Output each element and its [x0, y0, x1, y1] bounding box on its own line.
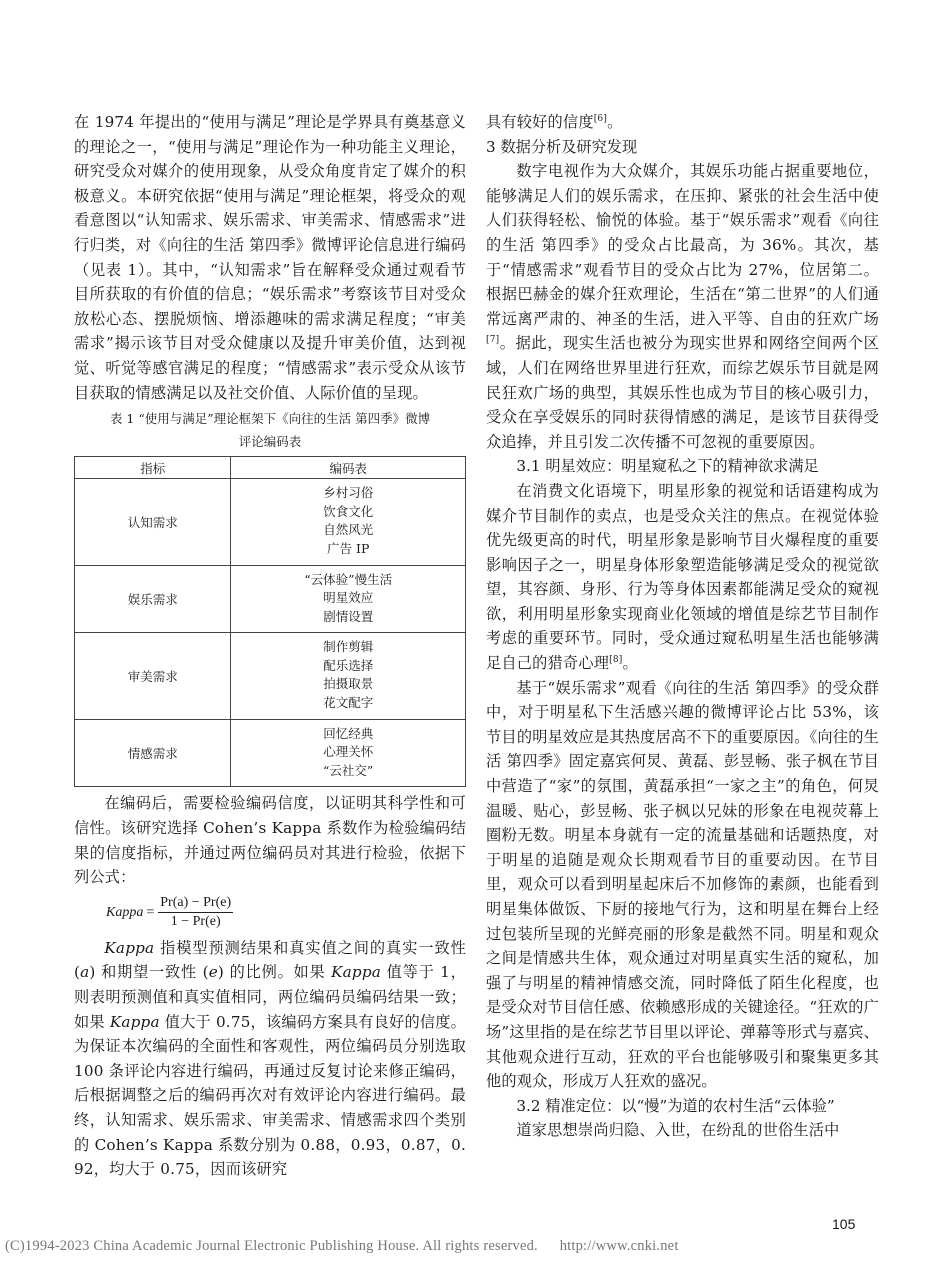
left-paragraph-2: 在编码后，需要检验编码信度，以证明其科学性和可信性。该研究选择 Cohen’s Kappa 系数作为检验编码结果的信度指标，并通过两位编码员对其进行检验，依据下列公式： — [74, 794, 466, 887]
code-item: 明星效应 — [323, 590, 374, 606]
left-paragraph-1: 在 1974 年提出的“使用与满足”理论是学界具有奠基意义的理论之一，“使用与满足”理论作为一种功能主义理论，研究受众对媒介的使用现象，从受众角度肯定了媒介的积极意义。本研究依据“使用与满足”理论框架，将受众的观看意图以“认知需求、娱乐需求、审美需求、情感需求”进行归类，对《向往的生活 第四季》微博评论信息进行编码（见表 1）。其中，“认知需求”旨在解释受众通过观看节目所获取的有价值的信息；“娱乐需求”考察该节目对受众放松心态、摆脱烦恼、增添趣味的需求满足程度；“审美需求”揭示该节目对受众健康以及提升审美价值，达到视觉、听觉等感官满足的程度；“情感需求”表示受众从该节目获取的情感满足以及社交价值、人际价值的呈现。 — [74, 113, 466, 402]
code-item: 乡村习俗 — [323, 485, 374, 501]
footer-bar — [5, 1238, 935, 1255]
left-paragraph-3: Kappa 指模型预测结果和真实值之间的真实一致性 (a) 和期望一致性 (e) 的比例。如果 Kappa 值等于 1，则表明预测值和真实值相同，两位编码员编码结果一致；如果 Kappa 值大于 0.75，该编码方案具有良好的信度。为保证本次编码的全面性和客观性，两位编码员分别选取 100 条评论内容进行编码，再通过反复讨论来修正编码，后根据调整之后的编码再次对有效评论内容进行编码。最终，认知需求、娱乐需求、审美需求、情感需求四个类别的 Cohen’s Kappa 系数分别为 0.88，0.93，0.87，0.92，均大于 0.75，因而该研究 — [74, 938, 466, 1179]
table-row — [75, 479, 466, 565]
code-item: 剧情设置 — [323, 608, 374, 624]
table-row — [75, 719, 466, 787]
coding-table — [74, 456, 466, 787]
kappa-term: Kappa — [104, 938, 155, 957]
page-number: 105 — [832, 1216, 856, 1232]
table-header-codes: 编码表 — [231, 457, 466, 479]
table-cell-codes — [231, 719, 466, 787]
right-paragraph-3: 基于“娱乐需求”观看《向往的生活 第四季》的受众群中，对于明星私下生活感兴趣的微博评论占比 53%，该节目的明星效应是其热度居高不下的重要原因。《向往的生活 第四季》固定嘉宾何炅、黄磊、彭昱畅、张子枫在节目中营造了“家”的氛围，黄磊承担“一家之主”的角色，何炅温暖、贴心，彭昱畅、张子枫以兄妹的形象在电视荧幕上圈粉无数。明星本身就有一定的流量基础和话题热度，对于明星的追随是观众长期观看节目的重要动因。在节目里，观众可以看到明星起床后不加修饰的素颜，也能看到明星集体做饭、下厨的接地气行为，这和明星在舞台上经过包装所呈现的光鲜亮丽的形象是截然不同。明星和观众之间是情感共生体，观众通过对明星真实生活的窥私，加强了与明星的精神情感交流，同时降低了陌生化程度，也是受众对节目信任感、依赖感形成的关键途径。“狂欢的广场”这里指的是在综艺节目里以评论、弹幕等形式与嘉宾、其他观众进行互动，狂欢的平台也能够吸引和聚集更多其他的观众，形成万人狂欢的盛况。 — [486, 678, 879, 1091]
table-row — [75, 565, 466, 633]
code-item: “云社交” — [323, 762, 374, 778]
code-item: 回忆经典 — [323, 725, 374, 741]
formula-lhs: Kappa — [106, 904, 144, 920]
table-cell-indicator: 认知需求 — [75, 479, 231, 565]
citation: [8] — [609, 655, 623, 665]
table-cell-codes — [231, 633, 466, 719]
code-item: 配乐选择 — [323, 657, 374, 673]
code-item: 广告 IP — [327, 540, 370, 556]
section-heading-3: 3 数据分析及研究发现 — [486, 137, 638, 156]
table-cell-codes — [231, 565, 466, 633]
code-item: 自然风光 — [323, 522, 374, 538]
table-cell-codes — [231, 479, 466, 565]
table-row — [75, 633, 466, 719]
code-item: 花文配字 — [323, 695, 374, 711]
right-paragraph-0: 具有较好的信度[6]。 — [486, 113, 623, 131]
formula-equals: = — [146, 904, 155, 920]
code-item: 拍摄取景 — [323, 676, 374, 692]
footer-copyright: (C)1994-2023 China Academic Journal Electronic Publishing House. All rights reserved. — [5, 1238, 538, 1254]
code-item: 饮食文化 — [323, 503, 374, 519]
table-caption-line-2: 评论编码表 — [238, 434, 302, 450]
subsection-heading-3-1: 3.1 明星效应：明星窥私之下的精神欲求满足 — [516, 457, 819, 476]
kappa-formula — [106, 892, 466, 934]
footer-url[interactable]: http://www.cnki.net — [559, 1238, 679, 1254]
right-paragraph-1: 数字电视作为大众媒介，其娱乐功能占据重要地位，能够满足人们的娱乐需求，在压抑、紧张的社会生活中使人们获得轻松、愉悦的体验。基于“娱乐需求”观看《向往的生活 第四季》的受众占比最高，为 36%。其次，基于“情感需求”观看节目的受众占比为 27%，位居第二。根据巴赫金的媒介狂欢理论，生活在“第二世界”的人们通常远离严肃的、神圣的生活，进入平等、自由的狂欢广场[7]。据此，现实生活也被分为现实世界和网络空间两个区域，人们在网络世界里进行狂欢，而综艺娱乐节目就是网民狂欢广场的典型，其娱乐性也成为节目的核心吸引力，受众在享受娱乐的同时获得情感的满足，是该节目获得受众追捧，并且引发二次传播不可忽视的重要原因。 — [486, 162, 879, 451]
formula-denominator: 1 − Pr(e) — [170, 914, 221, 930]
table-caption-line-1: 表 1 “使用与满足”理论框架下《向往的生活 第四季》微博 — [109, 411, 431, 427]
right-paragraph-4: 道家思想崇尚归隐、入世，在纷乱的世俗生活中 — [516, 1121, 840, 1140]
table-cell-indicator: 娱乐需求 — [75, 565, 231, 633]
formula-numerator: Pr(a) − Pr(e) — [158, 895, 233, 913]
table-header-row — [75, 457, 466, 479]
code-item: 制作剪辑 — [323, 639, 374, 655]
code-item: 心理关怀 — [323, 744, 374, 760]
right-column — [486, 110, 879, 1143]
right-paragraph-2: 在消费文化语境下，明星形象的视觉和话语建构成为媒介节目制作的卖点，也是受众关注的焦点。在视觉体验优先级更高的时代，明星形象是影响节目火爆程度的重要影响因子之一，明星身体形象塑造能够满足受众的视觉欲望，其容颜、身形、行为等身体因素都能满足受众的窥视欲，利用明星形象实现商业化领域的增值是综艺节目制作考虑的重要环节。同时，受众通过窥私明星生活也能够满足自己的猎奇心理[8]。 — [486, 481, 879, 673]
citation: [7] — [486, 335, 500, 346]
table-cell-indicator: 审美需求 — [75, 633, 231, 719]
formula-fraction — [158, 895, 233, 930]
table-header-indicator: 指标 — [75, 457, 231, 479]
left-column — [74, 110, 466, 1182]
citation: [6] — [593, 113, 608, 124]
code-item: “云体验”慢生活 — [304, 571, 393, 587]
subsection-heading-3-2: 3.2 精准定位：以“慢”为道的农村生活“云体验” — [516, 1096, 835, 1115]
table-cell-indicator: 情感需求 — [75, 719, 231, 787]
